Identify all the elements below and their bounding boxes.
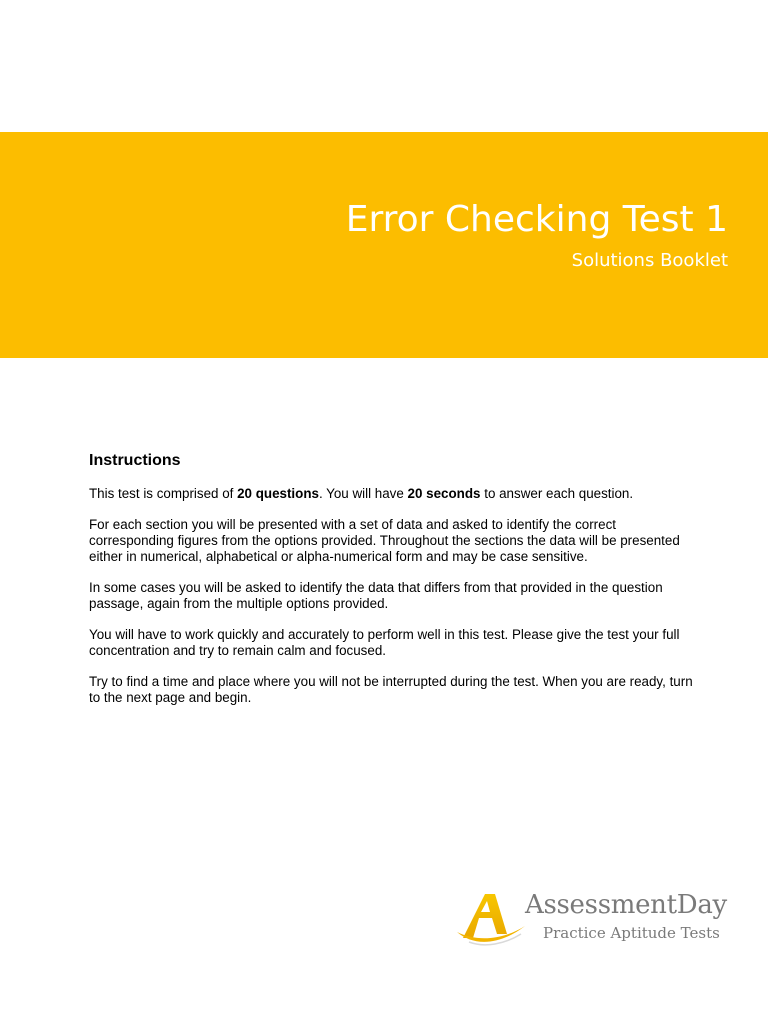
p1-suffix: to answer each question. <box>480 486 634 501</box>
instructions-section <box>89 450 699 721</box>
document-title: Error Checking Test 1 <box>345 199 728 240</box>
header-banner <box>0 132 768 358</box>
logo-tagline: Practice Aptitude Tests <box>543 924 720 942</box>
document-subtitle: Solutions Booklet <box>571 250 728 271</box>
logo-name: AssessmentDay <box>525 890 727 920</box>
instructions-paragraph-4: You will have to work quickly and accurately to perform well in this test. Please give the test your full concentration and try to remain calm and focused. <box>89 627 680 658</box>
p1-mid: . You will have <box>318 486 408 501</box>
p1-prefix: This test is comprised of <box>89 486 238 501</box>
instructions-paragraph-2: For each section you will be presented with a set of data and asked to identify the correct corresponding figures from the options provided. Throughout the sections the data will be presented either in numerical, alphabetical or alpha-numerical form and may be case sensitive. <box>89 517 680 564</box>
instructions-paragraph-1 <box>89 486 699 502</box>
instructions-heading: Instructions <box>89 452 181 469</box>
instructions-paragraph-3: In some cases you will be asked to identify the data that differs from that provided in the question passage, again from the multiple options provided. <box>89 580 663 611</box>
question-count: 20 questions <box>237 486 319 501</box>
assessmentday-logo <box>455 888 740 948</box>
instructions-paragraph-5: Try to find a time and place where you will not be interrupted during the test. When you are ready, turn to the next page and begin. <box>89 674 693 705</box>
time-per-question: 20 seconds <box>407 486 481 501</box>
assessmentday-logo-icon <box>455 888 527 948</box>
